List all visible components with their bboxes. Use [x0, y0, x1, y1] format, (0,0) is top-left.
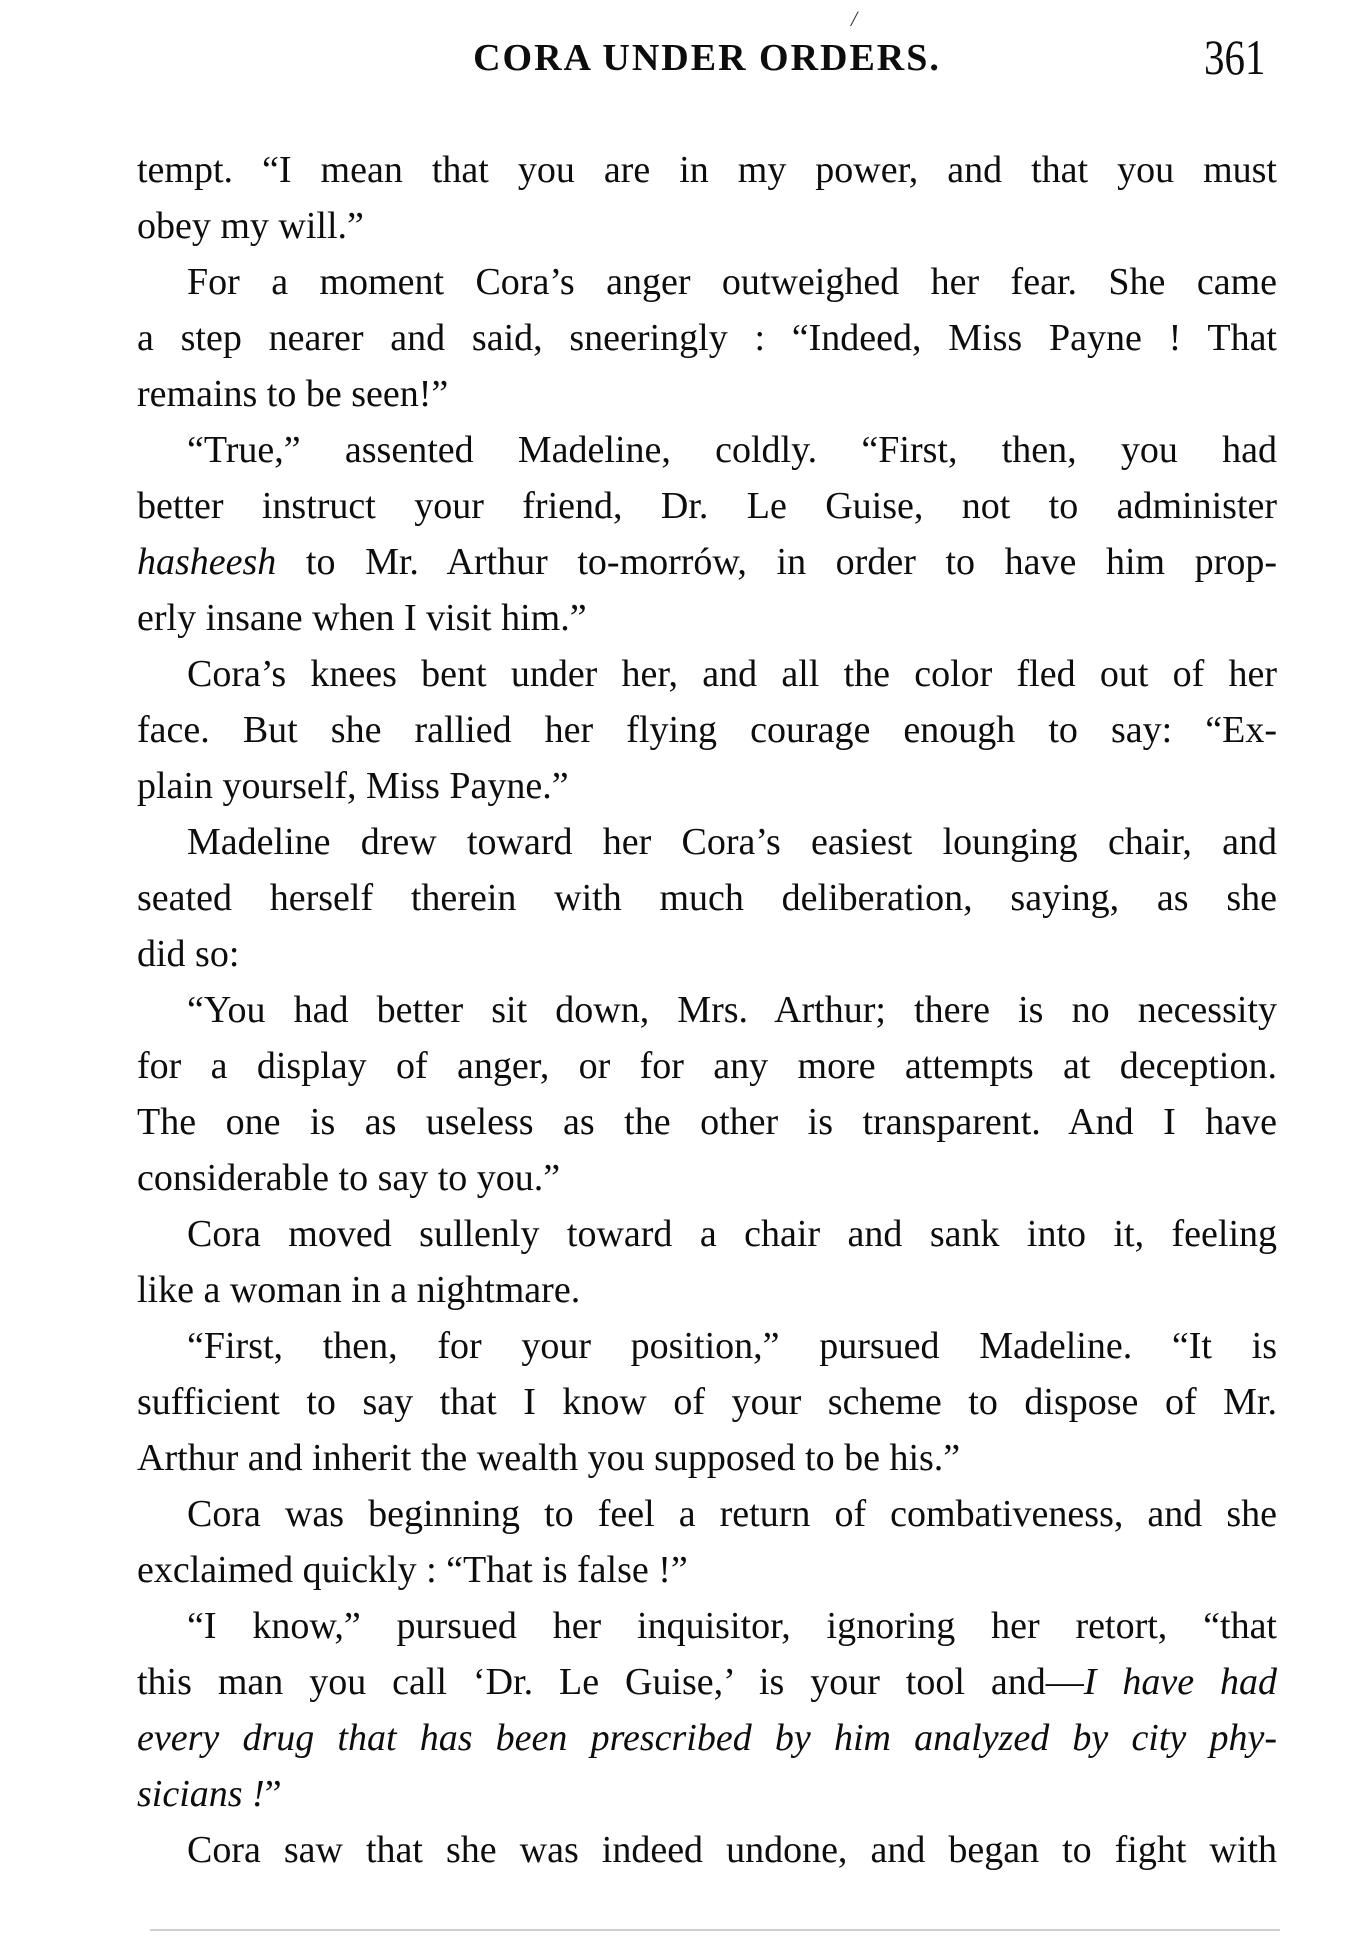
text-segment: Cora’s knees bent under her, and all the color fled out of her: [187, 653, 1277, 695]
text-segment: seated herself therein with much deliberation, saying, as she: [137, 877, 1277, 919]
text-line: [137, 198, 1277, 254]
text-line: [137, 1822, 1277, 1878]
text-segment: better instruct your friend, Dr. Le Guise, not to administer: [137, 485, 1277, 527]
text-segment: tempt. “I mean that you are in my power, and that you must: [137, 149, 1277, 191]
text-line: [137, 1038, 1277, 1094]
page-number: 361: [1204, 29, 1266, 85]
text-line: [137, 1262, 1277, 1318]
text-line: [137, 534, 1277, 590]
italic-text-segment: I have had: [1083, 1661, 1277, 1703]
text-segment: The one is as useless as the other is transparent. And I have: [137, 1101, 1277, 1143]
text-segment: a step nearer and said, sneeringly : “Indeed, Miss Payne ! That: [137, 317, 1277, 359]
text-line: [137, 1598, 1277, 1654]
text-segment: Cora moved sullenly toward a chair and sank into it, feeling: [187, 1213, 1277, 1255]
text-segment: “I know,” pursued her inquisitor, ignoring her retort, “that: [187, 1605, 1277, 1647]
text-segment: face. But she rallied her flying courage enough to say: “Ex-: [137, 709, 1277, 751]
text-line: [137, 646, 1277, 702]
text-segment: plain yourself, Miss Payne.”: [137, 765, 569, 807]
text-line: [137, 702, 1277, 758]
text-line: [137, 142, 1277, 198]
text-line: [137, 1318, 1277, 1374]
italic-text-segment: hasheesh: [137, 541, 277, 583]
text-segment: Cora saw that she was indeed undone, and began to fight with: [187, 1829, 1277, 1871]
text-line: [137, 1150, 1277, 1206]
text-line: [137, 1542, 1277, 1598]
text-segment: For a moment Cora’s anger outweighed her fear. She came: [187, 261, 1277, 303]
text-line: [137, 310, 1277, 366]
text-line: [137, 1374, 1277, 1430]
scan-artifact-slash: /: [851, 6, 858, 31]
text-line: [137, 870, 1277, 926]
text-line: [137, 1094, 1277, 1150]
text-line: [137, 254, 1277, 310]
text-line: [137, 1206, 1277, 1262]
text-segment: for a display of anger, or for any more attempts at deception.: [137, 1045, 1277, 1087]
text-line: [137, 1766, 1277, 1822]
italic-text-segment: every drug that has been prescribed by him analyzed by city phy-: [137, 1717, 1277, 1759]
text-line: [137, 1430, 1277, 1486]
text-line: [137, 422, 1277, 478]
text-segment: exclaimed quickly : “That is false !”: [137, 1549, 688, 1591]
text-line: [137, 366, 1277, 422]
text-segment: did so:: [137, 933, 240, 975]
body-text: [137, 142, 1277, 1878]
italic-text-segment: sicians !: [137, 1773, 265, 1815]
text-segment: erly insane when I visit him.”: [137, 597, 587, 639]
text-line: [137, 1486, 1277, 1542]
text-segment: ”: [264, 1773, 282, 1815]
text-segment: “True,” assented Madeline, coldly. “First, then, you had: [187, 429, 1277, 471]
text-segment: Cora was beginning to feel a return of combativeness, and she: [187, 1493, 1277, 1535]
text-line: [137, 982, 1277, 1038]
text-segment: Arthur and inherit the wealth you supposed to be his.”: [137, 1437, 961, 1479]
text-segment: “You had better sit down, Mrs. Arthur; there is no necessity: [187, 989, 1277, 1031]
text-line: [137, 926, 1277, 982]
text-segment: obey my will.”: [137, 205, 364, 247]
text-line: [137, 814, 1277, 870]
running-title: CORA UNDER ORDERS.: [473, 37, 941, 79]
scan-edge-line: [150, 1929, 1280, 1931]
text-line: [137, 1710, 1277, 1766]
text-segment: Madeline drew toward her Cora’s easiest lounging chair, and: [187, 821, 1277, 863]
text-segment: considerable to say to you.”: [137, 1157, 561, 1199]
text-segment: to Mr. Arthur to-morrów, in order to have him prop-: [276, 541, 1277, 583]
text-line: [137, 590, 1277, 646]
text-segment: remains to be seen!”: [137, 373, 449, 415]
text-line: [137, 1654, 1277, 1710]
text-segment: sufficient to say that I know of your scheme to dispose of Mr.: [137, 1381, 1277, 1423]
text-segment: like a woman in a nightmare.: [137, 1269, 581, 1311]
text-segment: this man you call ‘Dr. Le Guise,’ is your tool and—: [137, 1661, 1084, 1703]
text-line: [137, 478, 1277, 534]
text-segment: “First, then, for your position,” pursued Madeline. “It is: [187, 1325, 1277, 1367]
text-line: [137, 758, 1277, 814]
